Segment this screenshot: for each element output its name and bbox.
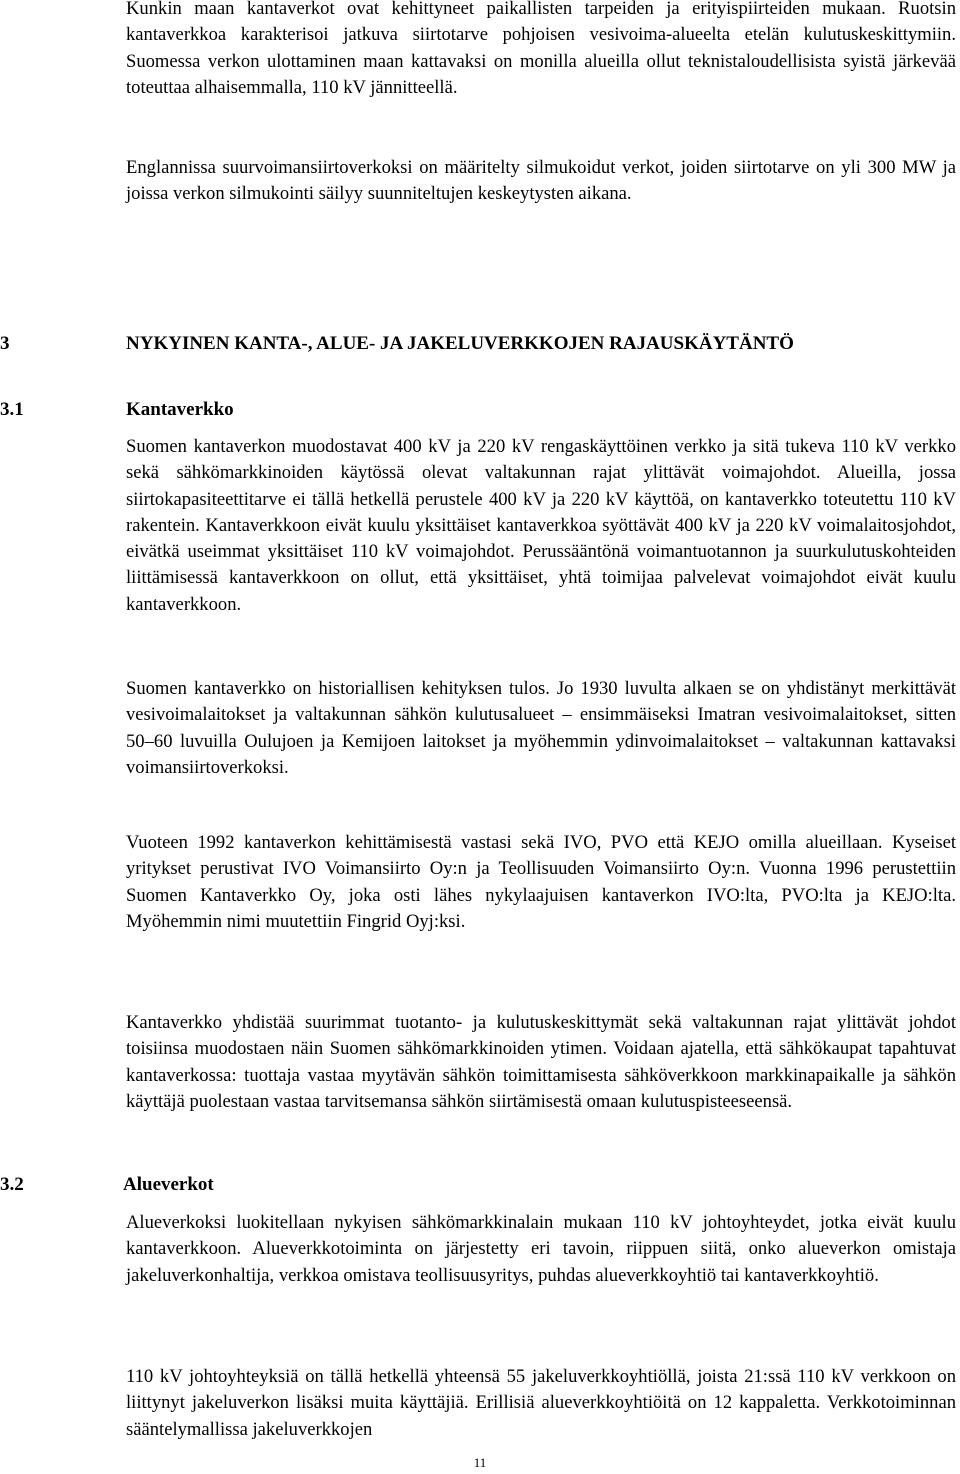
subsection-title: Kantaverkko [126,399,234,420]
paragraph-alueverkko-definition: Alueverkoksi luokitellaan nykyisen sähkömarkkinalain mukaan 110 kV johtoyhteydet, jotka eivät kuulu kantaverkkoon. Alueverkkotoiminta on järjestetty eri tavoin, riippuen siitä, onko alueverkon omistaja jakeluverkonhaltija, verkkoa omistava teollisuusyritys, puhdas alueverkkoyhtiö tai kantaverkkoyhtiö. [126,1212,956,1286]
paragraph-alueverkko-count: 110 kV johtoyhteyksiä on tällä hetkellä yhteensä 55 jakeluverkkoyhtiöllä, joista 21:ssä 110 kV verkkoon on liittynyt jakeluverkon lisäksi muita käyttäjiä. Erillisiä alueverkkoyhtiöitä on 12 kappaletta. Verkkotoiminnan sääntelymallissa jakeluverkkojen [126,1366,956,1440]
paragraph-kantaverkko-ownership: Vuoteen 1992 kantaverkon kehittämisestä vastasi sekä IVO, PVO että KEJO omilla alueillaan. Kyseiset yritykset perustivat IVO Voimansiirto Oy:n ja Teollisuuden Voimansiirto Oy:n. Vuonna 1996 perustettiin Suomen Kantaverkko Oy, joka osti lähes nykylaajuisen kantaverkon IVO:lta, PVO:lta ja KEJO:lta. Myöhemmin nimi muutettiin Fingrid Oyj:ksi. [126,832,956,932]
page-number: 11 [473,1455,487,1470]
subsection-title: Alueverkot [123,1174,214,1195]
section-number: 3 [0,333,10,354]
paragraph-kantaverkko-definition: Suomen kantaverkon muodostavat 400 kV ja 220 kV rengaskäyttöinen verkko ja sitä tukeva 110 kV verkko sekä sähkömarkkinoiden käytössä olevat valtakunnan rajat ylittävät voimajohdot. Alueilla, jossa siirtokapasiteettitarve ei tällä hetkellä perustele 400 kV ja 220 kV käyttöä, on kantaverkko toteutettu 110 kV rakentein. Kantaverkkoon eivät kuulu yksittäiset kantaverkkoa syöttävät 400 kV ja 220 kV voimalaitosjohdot, eivätkä useimmat yksittäiset 110 kV voimajohdot. Perussääntönä voimantuotannon ja suurkulutuskohteiden liittämisessä kantaverkkoon on ollut, että yksittäiset, yhtä toimijaa palvelevat voimajohdot eivät kuulu kantaverkkoon. [126,436,956,615]
section-title: NYKYINEN KANTA-, ALUE- JA JAKELUVERKKOJEN RAJAUSKÄYTÄNTÖ [126,333,794,354]
subsection-number: 3.1 [0,399,24,420]
subsection-number: 3.2 [0,1174,24,1195]
paragraph-kantaverkko-market: Kantaverkko yhdistää suurimmat tuotanto- ja kulutuskeskittymät sekä valtakunnan rajat ylittävät johdot toisiinsa muodostaen näin Suomen sähkömarkkinoiden ytimen. Voidaan ajatella, että sähkökaupat tapahtuvat kantaverkossa: tuottaja vastaa myytävän sähkön toimittamisesta sähköverkkoon markkinapaikalle ja sähkön käyttäjä puolestaan vastaa tarvitsemansa sähkön siirtämisestä omaan kulutuspisteeseensä. [126,1012,956,1112]
paragraph-england-definition: Englannissa suurvoimansiirtoverkoksi on määritelty silmukoidut verkot, joiden siirtotarve on yli 300 MW ja joissa verkon silmukointi säilyy suunniteltujen keskeytysten aikana. [126,157,956,205]
paragraph-national-grids: Kunkin maan kantaverkot ovat kehittyneet paikallisten tarpeiden ja erityispiirteiden mukaan. Ruotsin kantaverkkoa karakterisoi jatkuva siirtotarve pohjoisen vesivoima-alueelta etelän kulutuskeskittymiin. Suomessa verkon ulottaminen maan kattavaksi on monilla alueilla ollut teknistaloudellisista syistä järkevää toteuttaa alhaisemmalla, 110 kV jännitteellä. [126,0,956,98]
paragraph-kantaverkko-history: Suomen kantaverkko on historiallisen kehityksen tulos. Jo 1930 luvulta alkaen se on yhdistänyt merkittävät vesivoimalaitokset ja valtakunnan sähkön kulutusalueet – ensimmäiseksi Imatran vesivoimalaitokset, sitten 50–60 luvuilla Oulujoen ja Kemijoen laitokset ja myöhemmin ydinvoimalaitokset – valtakunnan kattavaksi voimansiirtoverkoksi. [126,678,956,778]
